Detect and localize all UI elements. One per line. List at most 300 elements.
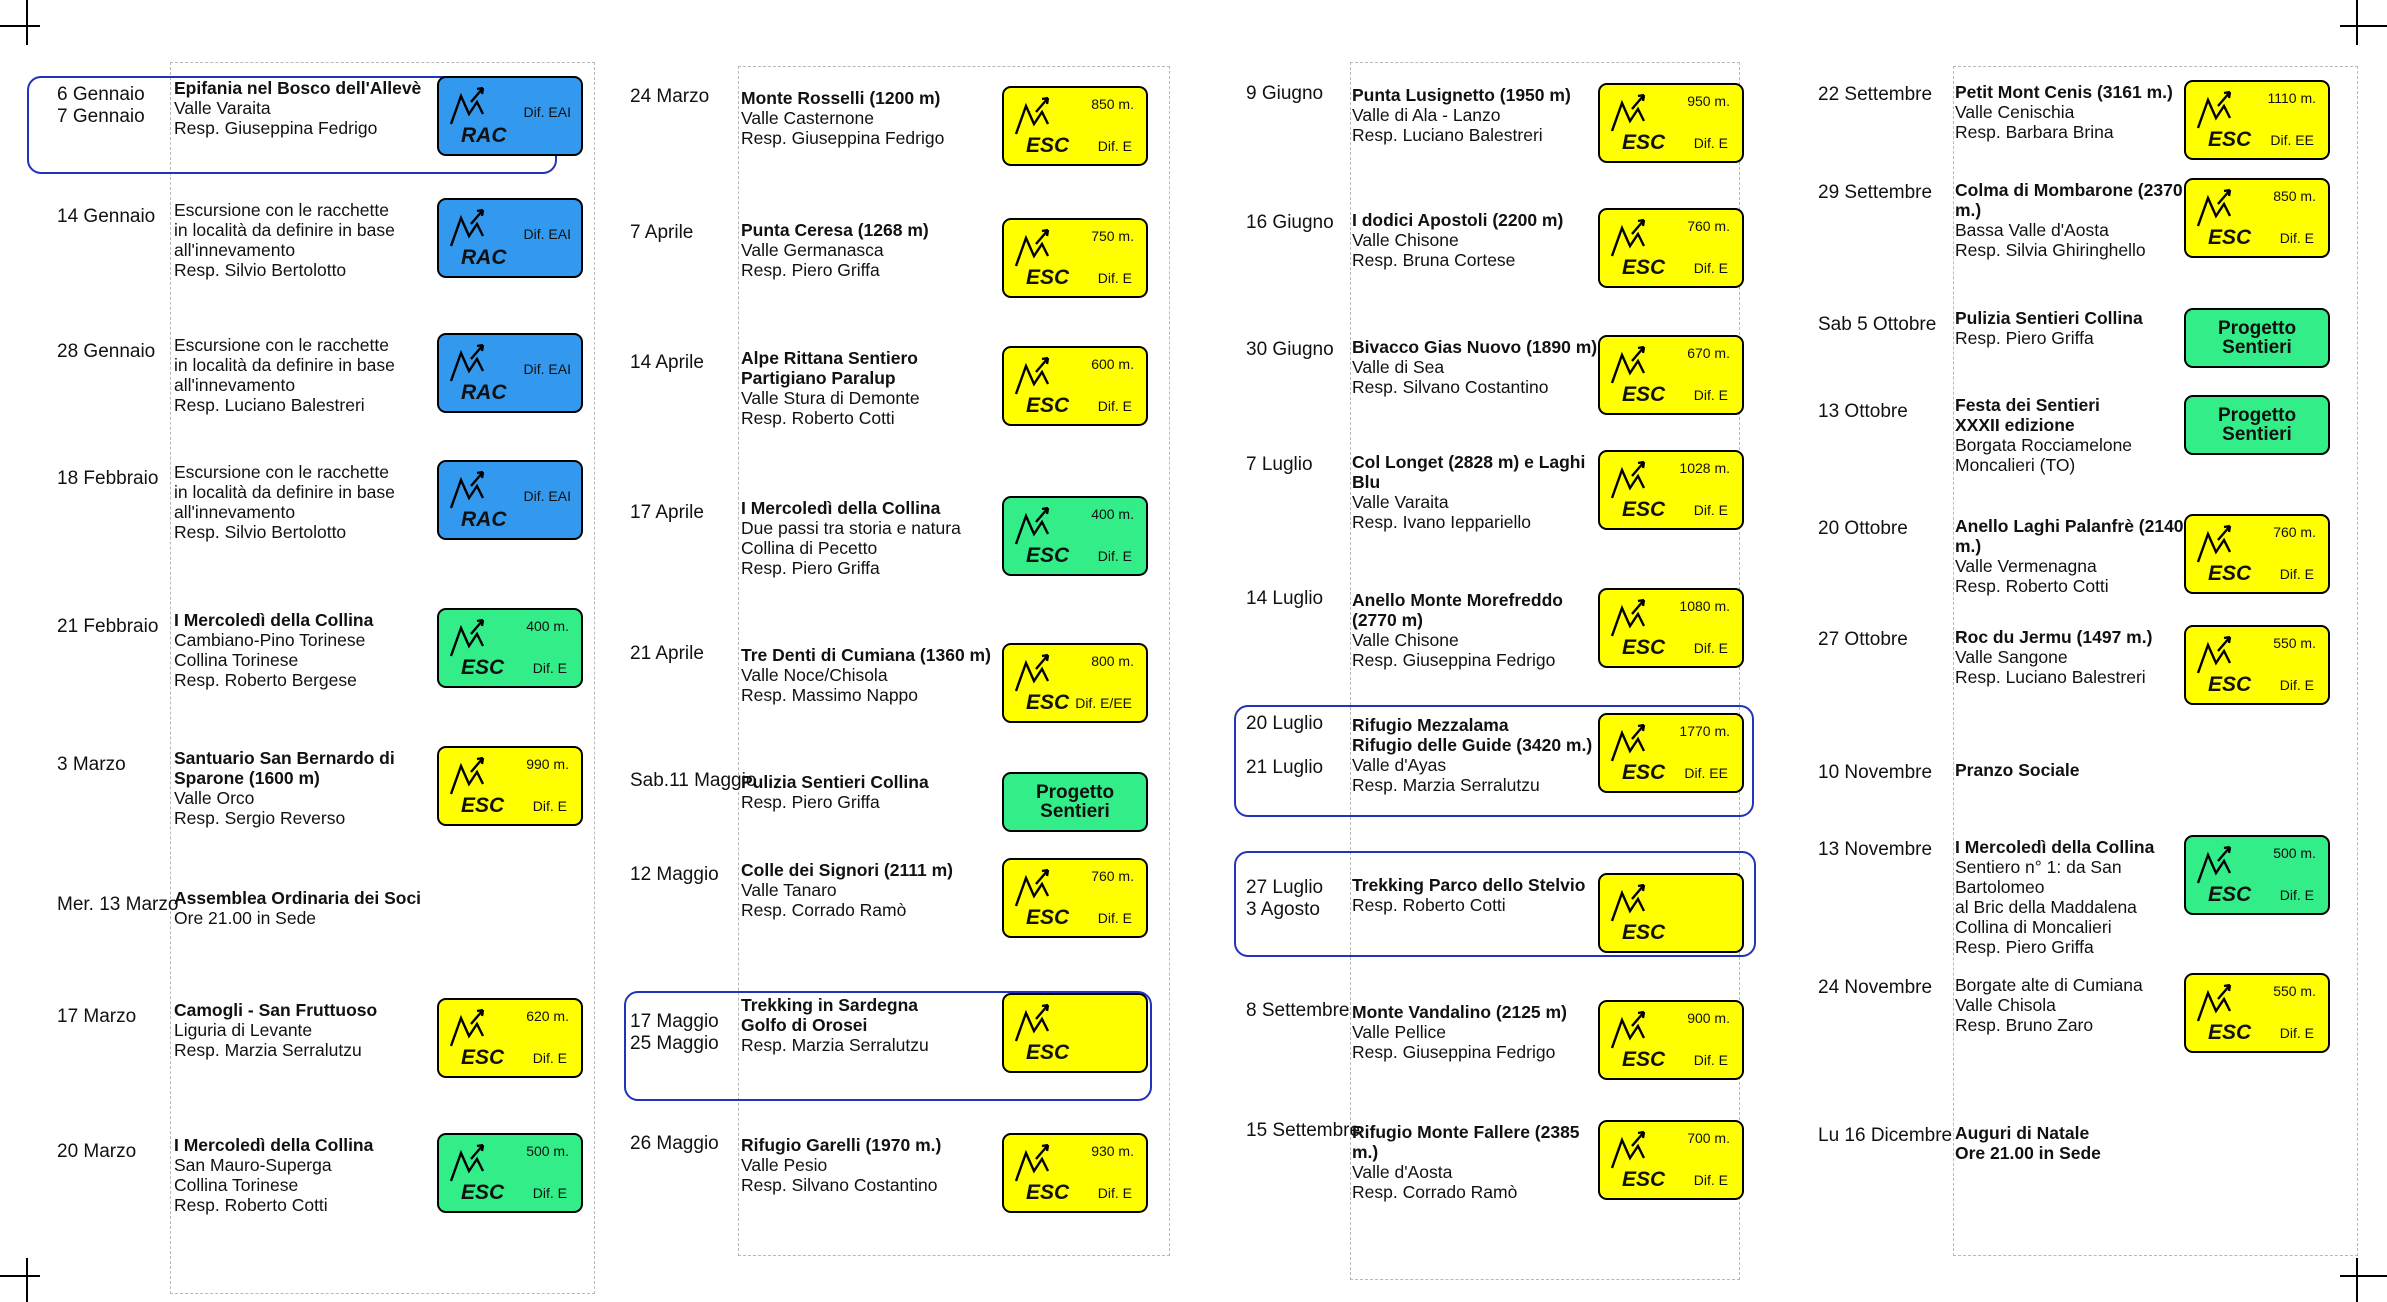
event-title: Colle dei Signori (2111 m) (741, 860, 954, 880)
difficulty-level: Dif. E (1097, 1185, 1132, 1201)
event-detail: Resp. Luciano Balestreri (1955, 667, 2146, 687)
event-title: Trekking in Sardegna Golfo di Orosei (741, 995, 918, 1035)
activity-type: ESC (1622, 761, 1666, 784)
event-detail: al Bric della Maddalena (1955, 897, 2137, 917)
event-date: 20 Marzo (57, 1141, 137, 1162)
difficulty-badge (1598, 713, 1744, 793)
event-info (1352, 452, 1608, 532)
event-info (1352, 85, 1608, 145)
event-detail: all'innevamento (174, 375, 296, 395)
activity-type: ESC (1622, 1168, 1666, 1191)
event-date: 13 Novembre (1818, 839, 1933, 860)
event-date: 14 Luglio (1246, 588, 1324, 609)
event-detail: Resp. Marzia Serralutzu (741, 1035, 929, 1055)
event-detail: Valle Varaita (1352, 492, 1449, 512)
difficulty-level: Dif. E (1097, 138, 1132, 154)
event-date: 14 Aprile (630, 352, 704, 373)
activity-type: ESC (2208, 226, 2252, 249)
event-title: I Mercoledì della Collina (174, 1135, 374, 1155)
altitude-gain: 1770 m. (1679, 723, 1730, 739)
altitude-gain: 900 m. (1687, 1010, 1730, 1026)
altitude-gain: 500 m. (526, 1143, 569, 1159)
event-detail: Valle Sangone (1955, 647, 2068, 667)
event-detail: Resp. Sergio Reverso (174, 808, 346, 828)
event-detail: Resp. Luciano Balestreri (1352, 125, 1543, 145)
event-title: Anello Laghi Palanfrè (2140 m.) (1955, 516, 2184, 556)
difficulty-level: Dif. E (1097, 548, 1132, 564)
activity-type: ESC (1622, 921, 1666, 944)
event-title: Anello Monte Morefreddo (2770 m) (1352, 590, 1563, 630)
event-date: 30 Giugno (1246, 339, 1334, 360)
difficulty-badge (1598, 1000, 1744, 1080)
event-info (1352, 1002, 1608, 1062)
altitude-gain: 550 m. (2273, 635, 2316, 651)
altitude-gain: 600 m. (1091, 356, 1134, 372)
altitude-gain: 500 m. (2273, 845, 2316, 861)
altitude-gain: 930 m. (1091, 1143, 1134, 1159)
activity-type: ESC (1026, 134, 1070, 157)
event-info (174, 1000, 447, 1060)
event-detail: Borgata Rocciamelone (1955, 435, 2133, 455)
difficulty-badge (2184, 835, 2330, 915)
event-title: Pulizia Sentieri Collina (741, 772, 929, 792)
event-info (174, 748, 447, 828)
event-info (741, 88, 1012, 148)
activity-type: ESC (1026, 1041, 1070, 1064)
event-date: 24 Marzo (630, 86, 710, 107)
event-detail: Resp. Silvano Costantino (1352, 377, 1549, 397)
event-title: I Mercoledì della Collina (1955, 837, 2155, 857)
event-date: 7 Aprile (630, 222, 694, 243)
event-info (741, 1135, 1012, 1195)
event-info (741, 498, 1012, 578)
event-detail: Resp. Roberto Cotti (174, 1195, 328, 1215)
event-title: Punta Lusignetto (1950 m) (1352, 85, 1571, 105)
difficulty-level: Dif. E (532, 1050, 567, 1066)
event-title: Pranzo Sociale (1955, 760, 2080, 780)
difficulty-badge (2184, 514, 2330, 594)
altitude-gain: 620 m. (526, 1008, 569, 1024)
event-detail: Resp. Silvano Costantino (741, 1175, 938, 1195)
difficulty-level: Dif. E (1693, 387, 1728, 403)
badge-label: Progetto Sentieri (2217, 318, 2297, 358)
event-detail: all'innevamento (174, 240, 296, 260)
event-date: 17 Aprile (630, 502, 704, 523)
difficulty-level: Dif. E (1097, 398, 1132, 414)
event-date: 6 Gennaio 7 Gennaio (57, 84, 145, 127)
event-detail: Resp. Piero Griffa (1955, 328, 2094, 348)
difficulty-level: Dif. E (2279, 230, 2314, 246)
activity-type: ESC (1622, 1048, 1666, 1071)
difficulty-badge (1002, 858, 1148, 938)
event-detail: in località da definire in base (174, 220, 395, 240)
event-info (1352, 590, 1608, 670)
event-detail: Resp. Corrado Ramò (741, 900, 907, 920)
activity-type: ESC (1622, 256, 1666, 279)
event-detail: Valle di Sea (1352, 357, 1445, 377)
difficulty-badge (1598, 1120, 1744, 1200)
event-detail: Resp. Piero Griffa (741, 260, 880, 280)
event-info (1955, 395, 2194, 475)
event-info (741, 860, 1012, 920)
event-detail: Resp. Bruno Zaro (1955, 1015, 2094, 1035)
event-title: Bivacco Gias Nuovo (1890 m) (1352, 337, 1598, 357)
event-date: 10 Novembre (1818, 762, 1933, 783)
event-date: 28 Gennaio (57, 341, 156, 362)
event-info (1955, 627, 2194, 687)
event-detail: Escursione con le racchette (174, 200, 389, 220)
altitude-gain: 990 m. (526, 756, 569, 772)
event-detail: Valle d'Ayas (1352, 755, 1447, 775)
event-detail: Resp. Piero Griffa (741, 558, 880, 578)
event-info (174, 200, 447, 280)
altitude-gain: 400 m. (1091, 506, 1134, 522)
difficulty-badge (1598, 335, 1744, 415)
difficulty-level: Dif. E (2279, 1025, 2314, 1041)
difficulty-level: Dif. E (2279, 887, 2314, 903)
event-info (1352, 210, 1608, 270)
event-detail: Resp. Silvio Bertolotto (174, 260, 347, 280)
event-date: 17 Marzo (57, 1006, 137, 1027)
event-info (741, 348, 1012, 428)
event-detail: Valle Chisola (1955, 995, 2056, 1015)
event-detail: Resp. Marzia Serralutzu (174, 1040, 362, 1060)
difficulty-level: Dif. EAI (523, 104, 571, 120)
event-title: Punta Ceresa (1268 m) (741, 220, 929, 240)
event-detail: Resp. Ivano Ieppariello (1352, 512, 1531, 532)
event-detail: Due passi tra storia e natura (741, 518, 961, 538)
difficulty-badge (1002, 496, 1148, 576)
crop-mark (0, 25, 40, 27)
event-detail: Resp. Giuseppina Fedrigo (1352, 1042, 1556, 1062)
altitude-gain: 700 m. (1687, 1130, 1730, 1146)
event-detail: Valle Chisone (1352, 230, 1459, 250)
activity-type: RAC (461, 508, 507, 531)
difficulty-level: Dif. E (2279, 677, 2314, 693)
event-detail: Resp. Silvia Ghiringhello (1955, 240, 2146, 260)
event-title: Alpe Rittana Sentiero Partigiano Paralup (741, 348, 918, 388)
event-title: Rifugio Mezzalama Rifugio delle Guide (3420 m.) (1352, 715, 1593, 755)
event-info (174, 335, 447, 415)
event-detail: in località da definire in base (174, 482, 395, 502)
activity-type: ESC (1026, 266, 1070, 289)
event-date: 7 Luglio (1246, 454, 1313, 475)
event-date: 21 Aprile (630, 643, 704, 664)
event-detail: Resp. Roberto Bergese (174, 670, 357, 690)
difficulty-level: Dif. E (1693, 260, 1728, 276)
event-detail: Collina Torinese (174, 650, 299, 670)
crop-mark (26, 0, 28, 45)
difficulty-badge (437, 608, 583, 688)
difficulty-level: Dif. E (532, 798, 567, 814)
event-info (1352, 875, 1608, 915)
event-detail: Bassa Valle d'Aosta (1955, 220, 2109, 240)
event-title: Monte Rosselli (1200 m) (741, 88, 941, 108)
difficulty-badge (1002, 346, 1148, 426)
event-date: Sab.11 Maggio (630, 770, 757, 791)
event-date: 14 Gennaio (57, 206, 156, 227)
difficulty-level: Dif. E (1693, 502, 1728, 518)
activity-type: RAC (461, 246, 507, 269)
difficulty-level: Dif. E (532, 1185, 567, 1201)
event-detail: Valle Stura di Demonte (741, 388, 920, 408)
event-date: 17 Maggio 25 Maggio (630, 1011, 719, 1054)
event-date: 13 Ottobre (1818, 401, 1908, 422)
event-date: 24 Novembre (1818, 977, 1933, 998)
difficulty-level: Dif. E (532, 660, 567, 676)
event-info (174, 462, 447, 542)
difficulty-badge (1598, 450, 1744, 530)
event-title: Roc du Jermu (1497 m.) (1955, 627, 2153, 647)
event-date: 16 Giugno (1246, 212, 1334, 233)
altitude-gain: 1028 m. (1679, 460, 1730, 476)
event-info (1955, 180, 2194, 260)
event-title: I Mercoledì della Collina (174, 610, 374, 630)
event-detail: Resp. Bruna Cortese (1352, 250, 1516, 270)
activity-type: RAC (461, 124, 507, 147)
event-date: Sab 5 Ottobre (1818, 314, 1937, 335)
event-title: Auguri di Natale Ore 21.00 in Sede (1955, 1123, 2101, 1163)
activity-type: ESC (461, 1181, 505, 1204)
event-detail: Collina di Moncalieri (1955, 917, 2112, 937)
event-detail: Valle Pesio (741, 1155, 828, 1175)
activity-type: ESC (1622, 636, 1666, 659)
event-info (1352, 1122, 1608, 1202)
event-date: 29 Settembre (1818, 182, 1933, 203)
difficulty-badge (437, 76, 583, 156)
altitude-gain: 850 m. (1091, 96, 1134, 112)
difficulty-level: Dif. EAI (523, 226, 571, 242)
activity-type: ESC (1026, 544, 1070, 567)
progetto-sentieri-badge (2184, 308, 2330, 368)
event-date: 3 Marzo (57, 754, 126, 775)
event-detail: Collina Torinese (174, 1175, 299, 1195)
event-detail: Resp. Piero Griffa (1955, 937, 2094, 957)
activity-type: ESC (1026, 394, 1070, 417)
event-detail: Resp. Giuseppina Fedrigo (741, 128, 945, 148)
event-detail: Borgate alte di Cumiana (1955, 975, 2143, 995)
event-date: 22 Settembre (1818, 84, 1933, 105)
difficulty-level: Dif. E (1693, 640, 1728, 656)
altitude-gain: 1080 m. (1679, 598, 1730, 614)
event-detail: Resp. Roberto Cotti (1955, 576, 2109, 596)
event-date: 9 Giugno (1246, 83, 1324, 104)
event-info (741, 995, 1012, 1055)
event-detail: Valle d'Aosta (1352, 1162, 1453, 1182)
event-info (174, 78, 447, 138)
difficulty-badge (1598, 83, 1744, 163)
event-detail: Valle Varaita (174, 98, 271, 118)
activity-type: ESC (461, 656, 505, 679)
difficulty-level: Dif. EAI (523, 488, 571, 504)
difficulty-badge (1598, 208, 1744, 288)
activity-type: ESC (1622, 498, 1666, 521)
event-detail: Escursione con le racchette (174, 462, 389, 482)
event-detail: Sentiero n° 1: da San Bartolomeo (1955, 857, 2122, 897)
event-date: Mer. 13 Marzo (57, 894, 179, 915)
event-detail: Valle Cenischia (1955, 102, 2075, 122)
difficulty-badge (437, 1133, 583, 1213)
difficulty-badge (1002, 86, 1148, 166)
activity-type: ESC (2208, 1021, 2252, 1044)
activity-type: ESC (1026, 1181, 1070, 1204)
altitude-gain: 800 m. (1091, 653, 1134, 669)
event-detail: Ore 21.00 in Sede (174, 908, 317, 928)
event-title: Epifania nel Bosco dell'Allevè (174, 78, 422, 98)
event-detail: Resp. Barbara Brina (1955, 122, 2114, 142)
event-detail: Resp. Luciano Balestreri (174, 395, 365, 415)
difficulty-badge (1002, 1133, 1148, 1213)
difficulty-level: Dif. E (1097, 270, 1132, 286)
difficulty-badge (1002, 643, 1148, 723)
event-title: I dodici Apostoli (2200 m) (1352, 210, 1564, 230)
event-title: Santuario San Bernardo di Sparone (1600 m) (174, 748, 395, 788)
event-detail: Valle Casternone (741, 108, 874, 128)
difficulty-level: Dif. E (1693, 135, 1728, 151)
event-info (174, 888, 447, 928)
difficulty-badge (2184, 625, 2330, 705)
difficulty-badge (2184, 80, 2330, 160)
event-info (741, 772, 1012, 812)
event-title: Rifugio Garelli (1970 m.) (741, 1135, 942, 1155)
event-info (1955, 1123, 2194, 1163)
event-info (1955, 837, 2194, 957)
event-detail: Moncalieri (TO) (1955, 455, 2076, 475)
activity-type: ESC (1622, 383, 1666, 406)
altitude-gain: 850 m. (2273, 188, 2316, 204)
event-detail: Resp. Roberto Cotti (1352, 895, 1506, 915)
event-title: Monte Vandalino (2125 m) (1352, 1002, 1567, 1022)
crop-mark (0, 1275, 40, 1277)
event-date: 20 Ottobre (1818, 518, 1908, 539)
activity-type: RAC (461, 381, 507, 404)
difficulty-badge (437, 198, 583, 278)
event-date: Lu 16 Dicembre (1818, 1125, 1953, 1146)
event-title: Petit Mont Cenis (3161 m.) (1955, 82, 2173, 102)
event-info (741, 645, 1012, 705)
event-date: 21 Febbraio (57, 616, 159, 637)
badge-label: Progetto Sentieri (2217, 405, 2297, 445)
event-detail: Collina di Pecetto (741, 538, 878, 558)
altitude-gain: 670 m. (1687, 345, 1730, 361)
event-detail: San Mauro-Superga (174, 1155, 332, 1175)
event-detail: Valle Vermenagna (1955, 556, 2097, 576)
event-info (1955, 975, 2194, 1035)
difficulty-badge (437, 333, 583, 413)
activity-type: ESC (461, 794, 505, 817)
difficulty-level: Dif. E/EE (1075, 695, 1132, 711)
difficulty-level: Dif. EE (1684, 765, 1728, 781)
difficulty-level: Dif. E (1693, 1172, 1728, 1188)
event-info (1955, 760, 2194, 780)
event-info (174, 610, 447, 690)
event-title: Assemblea Ordinaria dei Soci (174, 888, 422, 908)
event-date: 12 Maggio (630, 864, 719, 885)
progetto-sentieri-badge (2184, 395, 2330, 455)
event-detail: Valle Orco (174, 788, 255, 808)
event-detail: Resp. Marzia Serralutzu (1352, 775, 1540, 795)
event-date: 27 Luglio 3 Agosto (1246, 877, 1324, 920)
crop-mark (26, 1258, 28, 1302)
altitude-gain: 400 m. (526, 618, 569, 634)
event-title: Tre Denti di Cumiana (1360 m) (741, 645, 991, 665)
event-title: Festa dei Sentieri XXXII edizione (1955, 395, 2100, 435)
event-detail: Valle Chisone (1352, 630, 1459, 650)
difficulty-level: Dif. E (2279, 566, 2314, 582)
event-date: 8 Settembre (1246, 1000, 1350, 1021)
crop-mark (2356, 1258, 2358, 1302)
event-detail: Liguria di Levante (174, 1020, 313, 1040)
event-detail: Resp. Massimo Nappo (741, 685, 919, 705)
difficulty-level: Dif. EE (2270, 132, 2314, 148)
event-title: I Mercoledì della Collina (741, 498, 941, 518)
event-detail: Resp. Giuseppina Fedrigo (174, 118, 378, 138)
activity-type: ESC (2208, 673, 2252, 696)
event-info (741, 220, 1012, 280)
difficulty-level: Dif. EAI (523, 361, 571, 377)
event-date: 18 Febbraio (57, 468, 159, 489)
difficulty-badge (2184, 178, 2330, 258)
event-title: Col Longet (2828 m) e Laghi Blu (1352, 452, 1586, 492)
difficulty-badge (437, 998, 583, 1078)
difficulty-badge (1598, 588, 1744, 668)
difficulty-badge (437, 460, 583, 540)
altitude-gain: 750 m. (1091, 228, 1134, 244)
difficulty-level: Dif. E (1693, 1052, 1728, 1068)
activity-type: ESC (1026, 691, 1070, 714)
difficulty-badge (1598, 873, 1744, 953)
activity-type: ESC (1622, 131, 1666, 154)
event-title: Trekking Parco dello Stelvio (1352, 875, 1586, 895)
event-date: 27 Ottobre (1818, 629, 1908, 650)
crop-mark (2356, 0, 2358, 45)
difficulty-level: Dif. E (1097, 910, 1132, 926)
event-info (1955, 516, 2194, 596)
altitude-gain: 950 m. (1687, 93, 1730, 109)
event-detail: Cambiano-Pino Torinese (174, 630, 366, 650)
difficulty-badge (2184, 973, 2330, 1053)
activity-type: ESC (2208, 883, 2252, 906)
activity-type: ESC (2208, 562, 2252, 585)
progetto-sentieri-badge (1002, 772, 1148, 832)
event-detail: Valle Tanaro (741, 880, 837, 900)
event-detail: Resp. Piero Griffa (741, 792, 880, 812)
activity-type: ESC (1026, 906, 1070, 929)
event-detail: Escursione con le racchette (174, 335, 389, 355)
activity-type: ESC (461, 1046, 505, 1069)
event-info (1955, 82, 2194, 142)
event-title: Rifugio Monte Fallere (2385 m.) (1352, 1122, 1580, 1162)
altitude-gain: 760 m. (1687, 218, 1730, 234)
event-info (1352, 715, 1608, 795)
event-detail: Resp. Silvio Bertolotto (174, 522, 347, 542)
altitude-gain: 760 m. (1091, 868, 1134, 884)
event-detail: in località da definire in base (174, 355, 395, 375)
event-date: 20 Luglio 21 Luglio (1246, 713, 1324, 778)
difficulty-badge (1002, 993, 1148, 1073)
event-detail: Resp. Giuseppina Fedrigo (1352, 650, 1556, 670)
crop-mark (2340, 25, 2387, 27)
event-title: Pulizia Sentieri Collina (1955, 308, 2143, 328)
event-detail: Resp. Roberto Cotti (741, 408, 895, 428)
event-info (1352, 337, 1608, 397)
event-detail: Valle Germanasca (741, 240, 884, 260)
event-info (174, 1135, 447, 1215)
badge-label: Progetto Sentieri (1035, 782, 1115, 822)
event-date: 15 Settembre (1246, 1120, 1361, 1141)
altitude-gain: 550 m. (2273, 983, 2316, 999)
event-detail: Valle Noce/Chisola (741, 665, 888, 685)
